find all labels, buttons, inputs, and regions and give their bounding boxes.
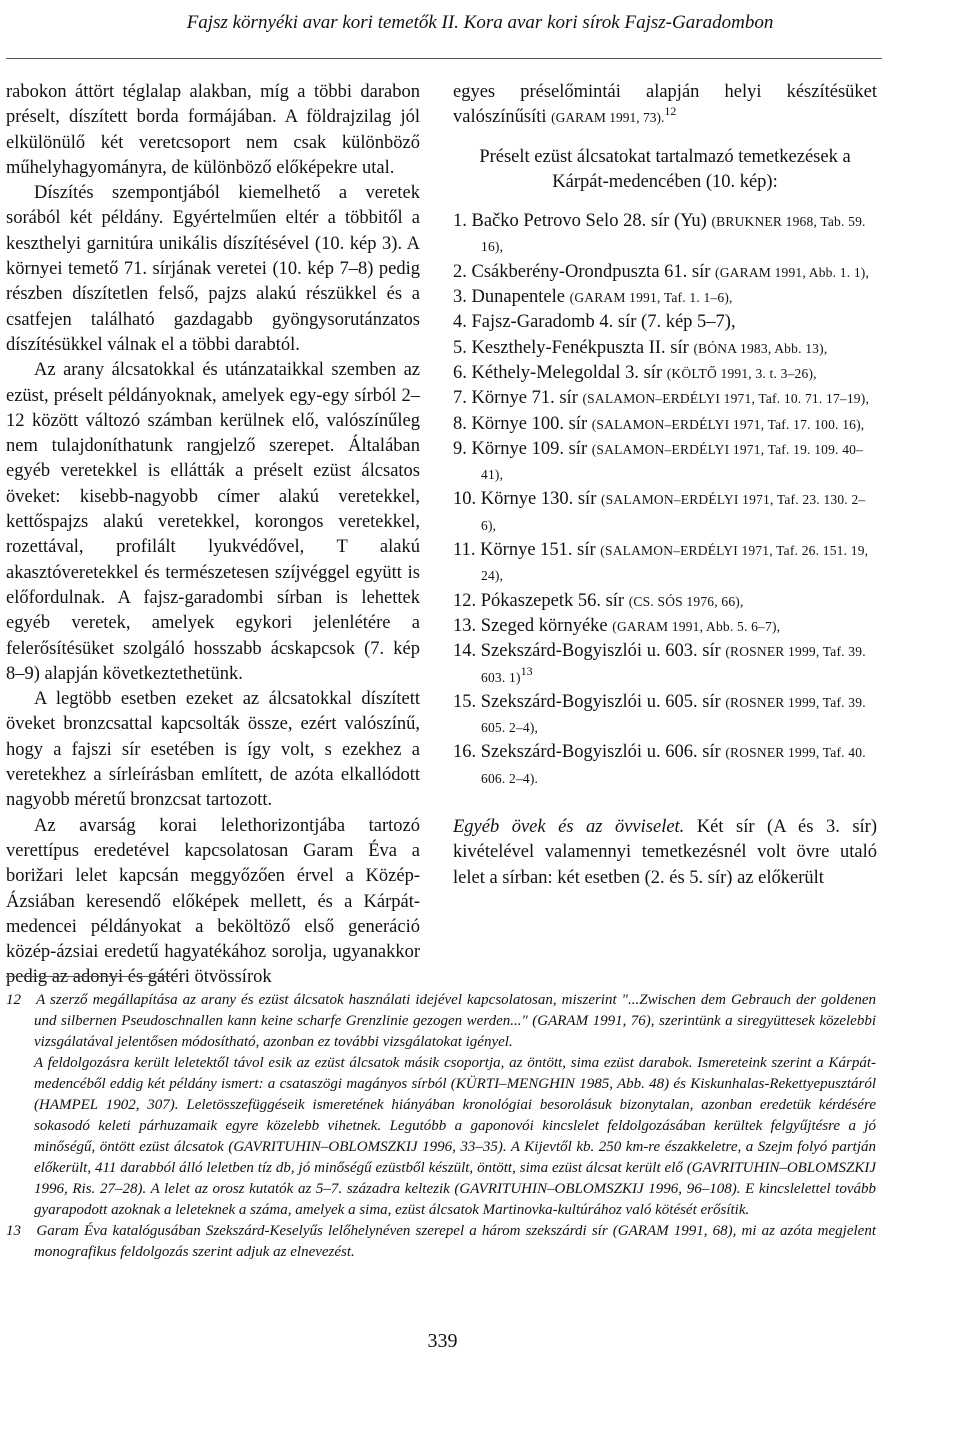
list-item: 1. Bačko Petrovo Selo 28. sír (Yu) (BRUKNER 1968, Tab. 59. 16), [453, 211, 866, 255]
list-item: 13. Szeged környéke (GARAM 1991, Abb. 5. 6–7), [453, 615, 781, 636]
list-item: 2. Csákberény-Orondpuszta 61. sír (GARAM 1991, Abb. 1. 1), [453, 261, 870, 282]
footnotes [6, 990, 876, 1263]
paragraph: Az arany álcsatokkal és utánzataikkal szemben az ezüst, préselt példányoknak, amelyek egy-egy sírból 2–12 között változó számban kerülnek elő, valószínűleg nem tulajdoníthatunk rangjelző szerepet. Általában egyéb veretekkel is ellátták a préselt ezüst álcsatos öveket: kisebb-nagyobb címer alakú veretekkel, kettőspajzs alakú veretekkel, korongos veretekkel, rozettával, profilált lyukvédővel, T alakú akasztóveretekkel és természetesen szíjvéggel együtt is előfordulnak. A fajsz-garadombi sírban is lehettek egyéb veretek, amelyek egykori jelenlétére a felerősítésüket szolgáló hosszabb ácskapcsok (7. kép 8–9) alapján következtethetünk. [6, 360, 420, 684]
list-item: 6. Kéthely-Melegoldal 3. sír (KÖLTŐ 1991, 3. t. 3–26), [453, 362, 817, 383]
section-title: Egyéb övek és az övviselet. [453, 817, 685, 838]
paragraph: Az avarság korai lelethorizontjába tartozó verettípus eredetével kapcsolatosan Garam Éva a borižari lelet kapcsán meggyőzően érvel a Közép-Ázsiában keresendő előképek mellett, és a Kárpát-medencei példányokat a beköltöző első generáció közép-ázsiai eredetű hagyatékához sorolja, ugyanakkor pedig az adonyi és gátéri ötvössírok [6, 815, 420, 988]
grave-list [453, 209, 877, 791]
list-item: 9. Környe 109. sír (SALAMON–ERDÉLYI 1971, Taf. 19. 109. 40–41), [453, 438, 864, 483]
paragraph: egyes préselőmintái alapján helyi készítésüket valószínűsíti (GARAM 1991, 73).$^{12}$ [453, 82, 877, 128]
list-item: 4. Fajsz-Garadomb 4. sír (7. kép 5–7), [453, 312, 736, 333]
paragraph: Egyéb övek és az övviselet. Két sír (A és 3. sír) kivételével valamennyi temetkezésnél volt övre utaló lelet a sírban: két esetben (2. és 5. sír) az előkerült [453, 817, 877, 888]
list-item: 14. Szekszárd-Bogyiszlói u. 603. sír (ROSNER 1999, Taf. 39. 603. 1)$^{13}$ [453, 641, 866, 685]
list-item: 15. Szekszárd-Bogyiszlói u. 605. sír (ROSNER 1999, Taf. 39. 605. 2–4), [453, 691, 866, 736]
footnote-12: 12 A szerző megállapítása az arany és ezüst álcsatok használati idejével kapcsolatosan, miszerint "...Zwischen dem Gebrauch der goldenen und silbernen Pseudoschnallen kann keine scharfe Grenzlinie gezogen werden..." (GARAM 1991, 76), szerintünk a siregyüttesek közelebbi vizsgálatával jelentősen módosítható, azonban ez további vizsgálatokat igényel. [6, 992, 877, 1050]
right-column [453, 80, 877, 891]
list-item: 8. Környe 100. sír (SALAMON–ERDÉLYI 1971, Taf. 17. 100. 16), [453, 413, 865, 434]
left-column [6, 80, 420, 991]
paragraph: Díszítés szempontjából kiemelhető a veretek sorából két példány. Egyértelműen eltér a többitől a keszthelyi garnitúra unikális díszítésével (10. kép 3). A környei temető 71. sírjának veretei (10. kép 7–8) pedig részben díszítetlen felső, pajzs alakú részükkel és a csatfejen található gazdagabb gyöngysorutánzatos díszítésükkel válnak el a többi darabtól. [6, 183, 420, 355]
list-heading: Préselt ezüst álcsatokat tartalmazó temetkezések a Kárpát-medencében (10. kép): [479, 146, 851, 192]
paragraph: rabokon áttört téglalap alakban, míg a többi darabon préselt, díszített borda formájában. A földrajzilag jól elkülönülő két veretcsoport nem csak különböző műhelyhagyományra, de különböző előképekre utal. [6, 82, 420, 178]
page-number: 339 [427, 1330, 458, 1352]
list-item: 12. Pókaszepetk 56. sír (CS. SÓS 1976, 66), [453, 590, 744, 611]
footnote-12-continued: A feldolgozásra került leletektől távol esik az ezüst álcsatok másik csoportja, az öntött, sima ezüst darabok. Ismereteink szerint a Kárpát-medencéből eddig két példány ismert: a csataszögi magányos sírból (KÜRTI–MENGHIN 1985, Abb. 48) és Kiskunhalas-Rekettyepusztáról (HAMPEL 1902, 307). Leletösszefüggéseik ismeretének hiányában kronológiai besorolásuk bizonytalan, azonban eredetük kérdésére sokasodó keleti párhuzamaik egyre közelebb vihetnek. Legutóbb a gaponovói kincslelet feldolgozásában kerültek felgyűjtésre a jó minőségű, öntött ezüst álcsatok (GAVRITUHIN–OBLOMSZKIJ 1996, 33–35). A Kijevtől kb. 250 km-re északkeletre, a Szejm folyó partján előkerült, 411 darabból álló leletben tíz db, jó minőségű ezüstből készült, öntött, sima ezüst álcsat került elő (GAVRITUHIN–OBLOMSZKIJ 1996, Ris. 27–28). A lelet az orosz kutatók az 5–7. századra keltezik (GAVRITUHIN–OBLOMSZKIJ 1996, 96–108). E kincslelettel tovább gyarapodott azoknak a leleteknek a száma, amelyek a sima, ezüst álcsatok Martinovka-kultúrához való kötését erősítik. [34, 1055, 876, 1218]
list-item: 10. Környe 130. sír (SALAMON–ERDÉLYI 1971, Taf. 23. 130. 2–6), [453, 489, 866, 533]
list-item: 16. Szekszárd-Bogyiszlói u. 606. sír (ROSNER 1999, Taf. 40. 606. 2–4). [453, 742, 866, 786]
footnote-13: 13 Garam Éva katalógusában Szekszárd-Keselyűs lelőhelynéven szerepel a három szekszárdi sír (GARAM 1991, 68), mi az azóta megjelent monografikus feldolgozás szerint adjuk az elnevezést. [6, 1223, 876, 1260]
header-rule [6, 58, 882, 59]
list-item: 3. Dunapentele (GARAM 1991, Taf. 1. 1–6), [453, 287, 733, 308]
running-header: Fajsz környéki avar kori temetők II. Kora avar kori sírok Fajsz-Garadombon [186, 12, 774, 33]
paragraph: A legtöbb esetben ezeket az álcsatokkal díszített öveket bronzcsattal kapcsolták össze, ezért valószínű, hogy a fajszi sír esetében is így volt, s ezekhez a veretekhez a sírleírásban említett, de azóta elkallódott nagyobb méretű bronzcsat tartozott. [6, 689, 420, 811]
list-item: 11. Környe 151. sír (SALAMON–ERDÉLYI 1971, Taf. 26. 151. 19, 24), [453, 540, 869, 584]
list-item: 5. Keszthely-Fenékpuszta II. sír (BÓNA 1983, Abb. 13), [453, 337, 828, 358]
list-item: 7. Környe 71. sír (SALAMON–ERDÉLYI 1971, Taf. 10. 71. 17–19), [453, 388, 870, 409]
footnote-rule [6, 976, 176, 977]
